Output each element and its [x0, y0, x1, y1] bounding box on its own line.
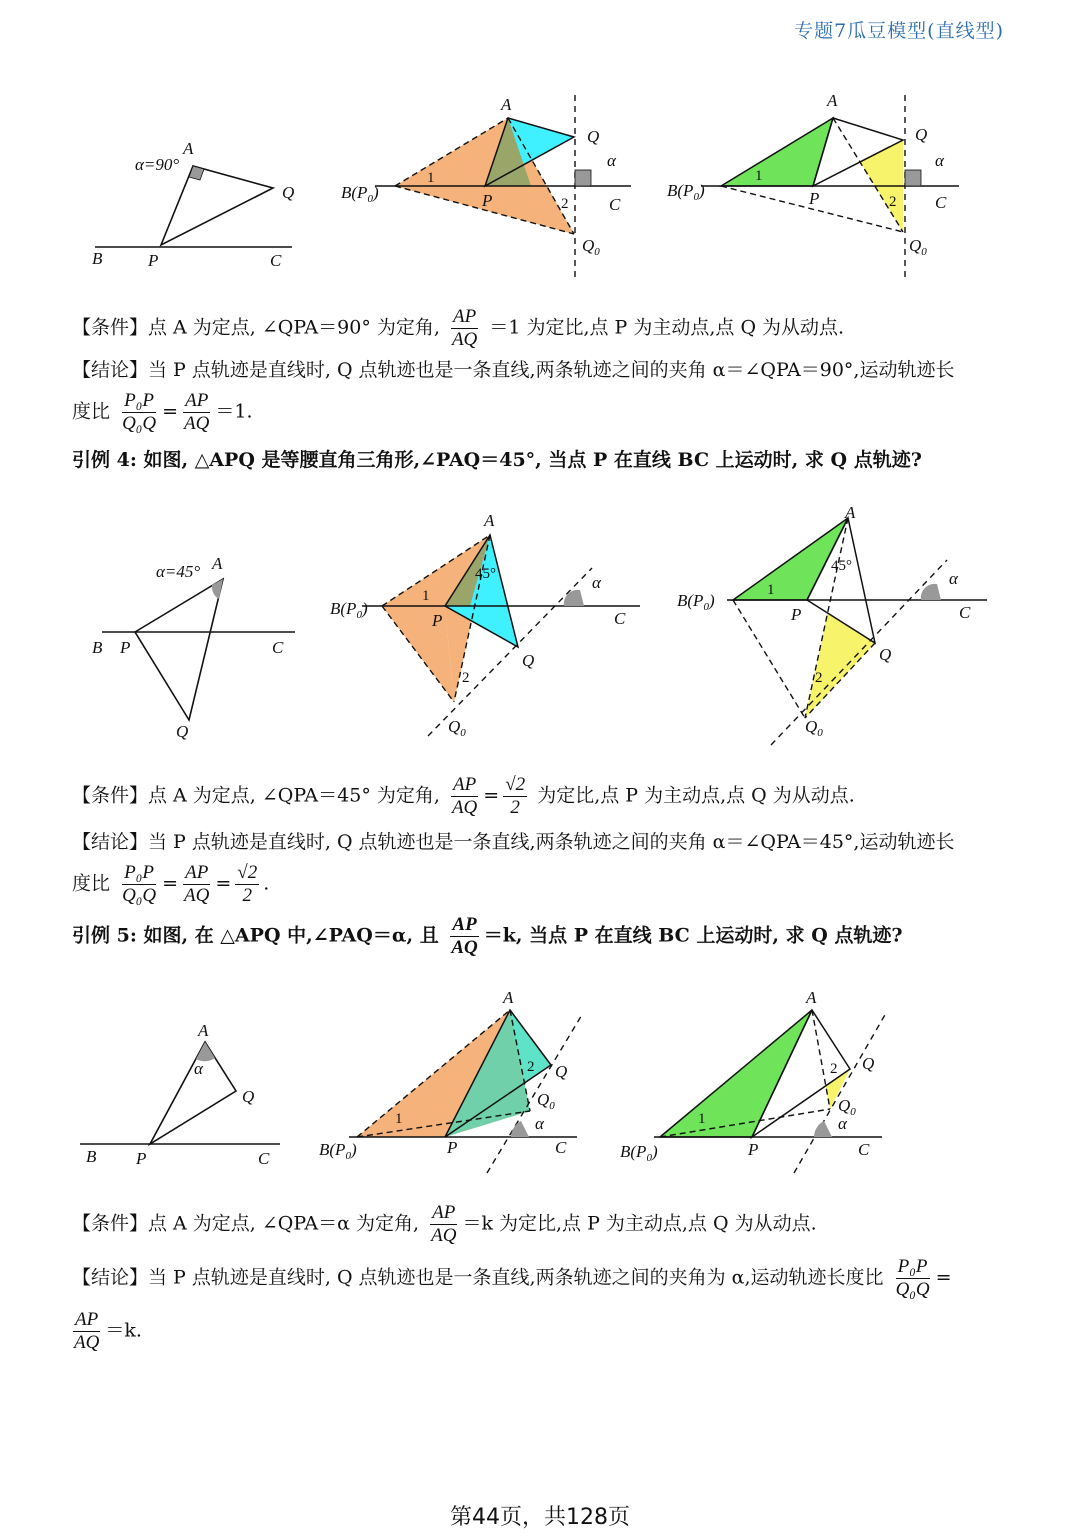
- figure-1-3: [665, 90, 975, 290]
- figure-3-2: [315, 985, 605, 1185]
- page-footer: 第44页，共128页: [450, 1505, 630, 1530]
- label-Q0: $Q_0$: [448, 717, 466, 739]
- condition-2: 【条件】点 A 为定点, ∠QPA＝45° 为定角, $\frac{AP}{AQ}$ = $\frac{√2}{2}$ 为定比,点 P 为主动点,点 Q 为从动点.: [72, 774, 855, 818]
- label-P: P: [791, 605, 802, 624]
- label-Q: Q: [242, 1087, 255, 1106]
- label-C: C: [935, 193, 947, 212]
- angle-label-2: 2: [815, 670, 823, 686]
- figure-1-1: [80, 130, 310, 280]
- label-C: C: [272, 638, 284, 657]
- condition-1: 【条件】点 A 为定点, ∠QPA＝90° 为定角, $\frac{AP}{AQ}$ ＝1 为定比,点 P 为主动点,点 Q 为从动点.: [72, 306, 845, 350]
- label-A: A: [503, 988, 514, 1007]
- label-B-P0: $B(P_0)$: [341, 183, 379, 205]
- angle-label-2: 2: [527, 1059, 535, 1075]
- conclusion-3: 【结论】当 P 点轨迹是直线时, Q 点轨迹也是一条直线,两条轨迹之间的夹角为 α,运动轨迹长度比 $\frac{\text{P₀P}}{\text{Q₀Q}}$ = $\frac{AP}{AQ}$ ＝k.: [72, 1256, 952, 1353]
- fraction-AP-AQ: $\frac{AP}{AQ}$: [451, 306, 478, 350]
- label-A: A: [845, 503, 856, 522]
- label-A: A: [827, 91, 838, 110]
- label-B: B: [86, 1147, 97, 1166]
- angle-label-2: 2: [462, 670, 470, 686]
- angle-label-45: 45°: [475, 566, 496, 582]
- condition-3: 【条件】点 A 为定点, ∠QPA＝α 为定角, $\frac{AP}{AQ}$ ＝k 为定比,点 P 为主动点,点 Q 为从动点.: [72, 1202, 817, 1246]
- label-A: A: [198, 1021, 209, 1040]
- label-A: A: [806, 988, 817, 1007]
- angle-label-2: 2: [830, 1061, 838, 1077]
- label-Q0: $Q_0$: [537, 1090, 555, 1112]
- label-P: P: [432, 611, 443, 630]
- label-P: P: [447, 1138, 458, 1157]
- figure-2-1: [80, 545, 320, 745]
- label-Q: Q: [522, 651, 535, 670]
- figure-1-2: [335, 90, 645, 290]
- label-Q: Q: [176, 722, 189, 741]
- label-alpha: α: [194, 1059, 203, 1078]
- label-alpha: α: [949, 569, 958, 588]
- label-P: P: [482, 191, 493, 210]
- label-Q: Q: [862, 1054, 875, 1073]
- angle-label-2: 2: [889, 194, 897, 210]
- label-B-P0: $B(P_0)$: [620, 1142, 658, 1164]
- label-B-P0: $B(P_0)$: [667, 181, 705, 203]
- label-Q: Q: [555, 1062, 568, 1081]
- angle-label-1: 1: [395, 1111, 403, 1127]
- label-alpha: α=90°: [135, 155, 180, 174]
- angle-label-2: 2: [561, 196, 569, 212]
- angle-label-1: 1: [698, 1111, 706, 1127]
- label-A: A: [484, 511, 495, 530]
- label-A: A: [212, 554, 223, 573]
- label-B-P0: $B(P_0)$: [319, 1140, 357, 1162]
- label-Q0: $Q_0$: [909, 236, 927, 258]
- label-alpha: α: [838, 1114, 847, 1133]
- figure-2-2: [330, 510, 650, 740]
- label-alpha: α: [535, 1114, 544, 1133]
- label-B: B: [92, 249, 103, 268]
- angle-label-1: 1: [755, 168, 763, 184]
- label-C: C: [959, 603, 971, 622]
- example-5: 引例 5: 如图, 在 △APQ 中,∠PAQ＝α, 且 $\frac{AP}{AQ}$ ＝k, 当点 P 在直线 BC 上运动时, 求 Q 点轨迹?: [72, 914, 903, 958]
- label-Q0: $Q_0$: [838, 1096, 856, 1118]
- label-B-P0: $B(P_0)$: [330, 599, 368, 621]
- figure-2-3: [675, 500, 995, 740]
- label-alpha: α: [935, 151, 944, 170]
- label-Q: Q: [915, 125, 928, 144]
- angle-label-1: 1: [427, 170, 435, 186]
- label-Q0: $Q_0$: [805, 717, 823, 739]
- label-P: P: [136, 1149, 147, 1168]
- label-C: C: [858, 1140, 870, 1159]
- label-B-P0: $B(P_0)$: [677, 591, 715, 613]
- label-Q: Q: [587, 127, 600, 146]
- label-C: C: [609, 195, 621, 214]
- label-C: C: [270, 251, 282, 270]
- label-Q: Q: [879, 645, 892, 664]
- figure-3-3: [618, 985, 908, 1185]
- angle-label-45: 45°: [831, 558, 852, 574]
- label-C: C: [614, 609, 626, 628]
- label-Q0: $Q_0$: [582, 236, 600, 258]
- label-C: C: [555, 1138, 567, 1157]
- label-alpha: α: [592, 573, 601, 592]
- label-B: B: [92, 638, 103, 657]
- label-P: P: [748, 1140, 759, 1159]
- angle-label-1: 1: [422, 588, 430, 604]
- figure-3-1: [78, 1020, 298, 1180]
- example-4: 引例 4: 如图, △APQ 是等腰直角三角形,∠PAQ＝45°, 当点 P 在直线 BC 上运动时, 求 Q 点轨迹?: [72, 449, 922, 471]
- conclusion-2: 【结论】当 P 点轨迹是直线时, Q 点轨迹也是一条直线,两条轨迹之间的夹角 α＝∠QPA＝45°,运动轨迹长 度比 $\frac{\text{P₀P}}{\text{Q₀Q}}$ = $\frac{AP}{AQ}$ = $\frac{√2}{2}$ .: [72, 831, 955, 906]
- label-alpha: α=45°: [156, 562, 201, 581]
- label-alpha: α: [607, 151, 616, 170]
- label-P: P: [809, 189, 820, 208]
- label-A: A: [501, 95, 512, 114]
- label-P: P: [148, 251, 159, 270]
- conclusion-1: 【结论】当 P 点轨迹是直线时, Q 点轨迹也是一条直线,两条轨迹之间的夹角 α＝∠QPA＝90°,运动轨迹长 度比 $\frac{\text{P₀P}}{\text{Q₀Q}}$ = $\frac{AP}{AQ}$ ＝1.: [72, 359, 955, 434]
- label-P: P: [120, 638, 131, 657]
- label-Q: Q: [282, 183, 295, 202]
- label-A: A: [183, 139, 194, 158]
- angle-label-1: 1: [767, 582, 775, 598]
- header-title: 专题7瓜豆模型(直线型): [794, 20, 1004, 42]
- label-C: C: [258, 1149, 270, 1168]
